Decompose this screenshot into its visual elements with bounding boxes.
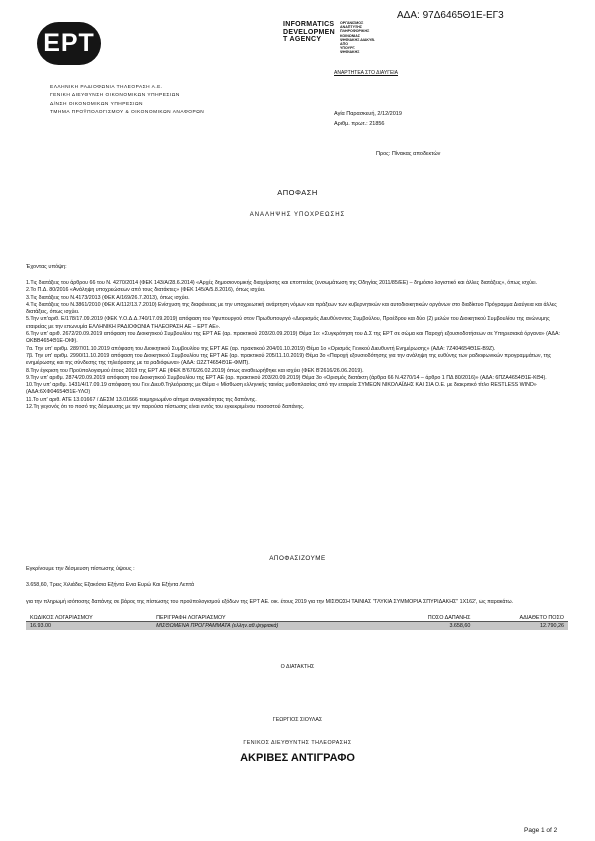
funding-text: για την πληρωμή ισόποσης δαπάνης σε βάρος της πίστωσης του προϋπολογισμού εξόδων της ΕΡΤ ΑΕ. οικ. έτους 2019 για την ΜΙΣΘΩΣΗ ΤΑΙΝΙΑΣ "ΓΛΥΚΙΑ ΣΥΜΜΟΡΙΑ ΣΠΥΡΙΔΑΚΗΣ" 1Χ162', ως παρακάτω. <box>26 599 514 605</box>
col-header-code: ΚΩΔΙΚΟΣ ΛΟΓΑΡΙΑΣΜΟΥ <box>26 614 152 622</box>
agency-small-line: ΨΗΦΙΑΚΗΣ ΔΙΑΚΥΒ. <box>340 37 376 42</box>
org-line: Δ/ΝΣΗ ΟΙΚΟΝΟΜΙΚΩΝ ΥΠΗΡΕΣΙΩΝ <box>50 101 144 107</box>
col-header-remaining: ΑΔΙΑΘΕΤΟ ΠΟΣΟ <box>474 614 568 622</box>
agency-small-line: ΑΠΟ <box>340 42 348 47</box>
consideration-item: 7α. Την υπ' αριθμ. 2897/01.10.2019 απόφαση του Διοικητικού Συμβουλίου της ΕΡΤ ΑΕ (αρ. πρακτικού 204/01.10.2019) Θέμα 1ο «Ορισμός Γενικού Διευθυντή Ενημέρωσης» (ΑΔΑ: 7Ζ404654Θ1Ε-Β9Ζ). <box>26 345 496 352</box>
col-header-amount: ΠΟΣΟ ΔΑΠΑΝΗΣ <box>384 614 474 622</box>
page-number: Page 1 of 2 <box>524 827 558 834</box>
ert-logo: ΕΡΤ <box>37 22 101 65</box>
cell-desc: ΜΙΣΘΩΜΕΝΑ ΠΡΟΓΡΑΜΜΑΤΑ (ελλην.αθ.ψηφιακά) <box>152 622 384 631</box>
agency-small-line: ΟΡΓΑΝΙΣΜΟΣ <box>340 21 364 25</box>
signatory-role: Ο ΔΙΑΤΑΚΤΗΣ <box>280 664 315 670</box>
agency-small-line: ΚΟΙΝΩΝΙΑΣ <box>340 33 361 38</box>
consideration-item: 1.Τις διατάξεις του άρθρου 66 του Ν. 4270/2014 (ΦΕΚ 143/Α/28.6.2014) «Αρχές δημοσιονομικής διαχείρισης και εποπτείας (ενσωμάτωση της Οδηγίας 2011/85/ΕΕ) – δημόσιο λογιστικό και άλλες διατάξεις», όπως ισχύει. <box>26 280 538 286</box>
agency-small-text <box>340 21 375 55</box>
date-protocol-block <box>334 109 402 129</box>
place-date: Αγία Παρασκευή, 2/12/2019 <box>334 111 402 117</box>
posting-note: ΑΝΑΡΤΗΤΕΑ ΣΤΟ ΔΙΑΥΓΕΙΑ <box>334 70 399 76</box>
cell-remaining: 12.790,26 <box>474 622 568 631</box>
consideration-item: 8.Την έγκριση του Προϋπολογισμού έτους 2019 της ΕΡΤ ΑΕ (ΦΕΚ Β'676/26.02.2019) όπως αναθεωρήθηκε και ισχύει (ΦΕΚ Β'2616/26.06.2019). <box>26 367 364 374</box>
organization-block <box>50 84 204 117</box>
agency-line: DEVELOPMEN <box>283 28 336 36</box>
signatory-name: ΓΕΩΡΓΙΟΣ ΣΙΟΥΛΑΣ <box>272 717 323 723</box>
org-line: ΕΛΛΗΝΙΚΗ ΡΑΔΙΟΦΩΝΙΑ ΤΗΛΕΟΡΑΣΗ Α.Ε. <box>50 85 163 90</box>
true-copy-note: ΑΚΡΙΒΕΣ ΑΝΤΙΓΡΑΦΟ <box>240 752 355 764</box>
org-line: ΓΕΝΙΚΗ ΔΙΕΥΘΥΝΣΗ ΟΙΚΟΝΟΜΙΚΩΝ ΥΠΗΡΕΣΙΩΝ <box>50 93 180 99</box>
col-header-desc: ΠΕΡΙΓΡΑΦΗ ΛΟΓΑΡΙΑΣΜΟΥ <box>152 614 384 622</box>
recipients: Προς: Πίνακας αποδεκτών <box>376 151 441 157</box>
consideration-item: 6.Την υπ' αριθ. 2672/20.09.2019 απόφαση του Διοικητικού Συμβουλίου της ΕΡΤ ΑΕ (αρ. πρακτικού 203/20.09.2019) Θέμα 1ο: «Συγκρότηση του Δ.Σ της ΕΡΤ σε σώμα και Παροχή εξουσιοδοτήσεων σε Υπηρεσιακά όργανα» (ΑΔΑ: ΩΚΒΒ4654Θ1Ε-ΟΙΦ). <box>26 331 560 345</box>
consideration-item: 4.Τις διατάξεις του Ν.3861/2010 (ΦΕΚ Α/112/13.7.2010) Ενίσχυση της διαφάνειας με την υποχρεωτική ανάρτηση νόμων και πράξεων των κυβερνητικών και αυτοδιοικητικών οργάνων στο διαδίκτυο Πρόγραμμα Διαύγεια και άλλες διατάξεις, όπως ισχύει. <box>26 301 557 316</box>
agency-logo-text <box>283 21 335 44</box>
cell-amount: 3.658,60 <box>384 622 474 631</box>
cell-code: 16.93.00 <box>26 622 152 631</box>
signatory-title: ΓΕΝΙΚΟΣ ΔΙΕΥΘΥΝΤΗΣ ΤΗΛΕΟΡΑΣΗΣ <box>243 740 352 746</box>
consideration-item: 12.Τη γεγονός ότι το ποσό της δέσμευσης με την παρούσα πίστωσης είναι εντός του εγκεκριμένου ποσοστού δαπάνης. <box>26 404 305 411</box>
agency-line: INFORMATICS <box>283 21 335 28</box>
consideration-item: 3.Τις διατάξεις του Ν.4173/2013 (ΦΕΚ Α/169/26.7.2013), όπως ισχύει. <box>26 294 190 301</box>
document-title: ΑΠΟΦΑΣΗ <box>277 188 318 197</box>
consideration-item: 2.Το Π.Δ. 80/2016 «Ανάληψη υποχρεώσεων από τους διατάκτες» (ΦΕΚ 145/Α/5.8.2016), όπως ισχύει. <box>26 287 266 294</box>
intro-text: Έχοντας υπόψη: <box>26 264 67 270</box>
protocol-number: Αριθμ. πρωτ.: 21856 <box>334 121 385 127</box>
table-header-row <box>26 614 568 622</box>
consideration-item: 7β. Την υπ' αριθμ. 2990/11.10.2019 απόφαση του Διοικητικού Συμβουλίου της ΕΡΤ ΑΕ (αρ. πρακτικού 205/11.10.2019) Θέμα 3ο «Παροχή εξουσιοδότησης για την ανάληψη της ευθύνης των ραδιοφωνικών προγραμμάτων, της ενημέρωσης και της σύνδεσης της τηλεόρασης με τα ραδιόφωνα» (ΑΔΑ: Ω2ΖΤ4654Θ1Ε-ΦΜΠ). <box>26 352 552 367</box>
table-row <box>26 622 568 631</box>
consideration-item: 10.Την υπ' αριθμ. 1431/4/17.09.19 απόφαση του Γεν.Διευθ.Τηλεόρασης με Θέμα « Μίσθωση ελληνικής ταινίας μυθοπλασίας από την εταιρεία ΣΥΜΕΩΝ ΝΙΚΟΛΑΪΔΗΣ ΚΑΙ ΣΙΑ Ο.Ε. με διακριτικό τίτλο RESTLESS WIND» (ΑΔΑ:6ΧΦ04654Θ1Ε-ΥΛΟ) <box>26 382 537 396</box>
document-subtitle: ΑΝΑΛΗΨΗΣ ΥΠΟΧΡΕΩΣΗΣ <box>249 212 346 218</box>
ada-code: ΑΔΑ: 97Δ6465Θ1Ε-ΕΓ3 <box>397 10 504 21</box>
considerations-list <box>26 280 566 411</box>
consideration-item: 5.Την υπ'αριθ. Ε/178/17.09.2019 (ΦΕΚ Υ.Ο.Δ.Δ.740/17.09.2019) απόφαση του Υφυπουργού στον Πρωθυπουργό «Διορισμός Διευθύνοντος Συμβούλου, Προέδρου και δύο (2) μελών του Διοικητικού Συμβουλίου της ανώνυμης εταιρείας με την επωνυμία ΕΛΛΗΝΙΚΗ ΡΑΔΙΟΦΩΝΙΑ ΤΗΛΕΟΡΑΣΗ ΑΕ – ΕΡΤ ΑΕ». <box>26 316 550 330</box>
agency-small-line: ΥΠΟΥΡΓ. <box>340 46 356 51</box>
budget-table <box>26 614 568 630</box>
decision-text: Εγκρίνουμε την δέσμευση πίστωσης ύψους : <box>26 566 135 572</box>
agency-small-line: ΠΛΗΡΟΦΟΡΙΚΗΣ <box>340 29 370 34</box>
consideration-item: 11.Το υπ' αριθ. ΑΤΕ 13.01667 / ΔΕΣΜ 13.01666 τεκμηριωμένο αίτημα αναγκαιότητας της δαπάνης. <box>26 396 257 403</box>
decision-heading: ΑΠΟΦΑΣΙΖΟΥΜΕ <box>269 555 326 562</box>
amount-text: 3.658,60, Τρεις Χιλιάδες Εξακόσια Εξήντα Ενια Ευρώ Και Εξήντα Λεπτά <box>26 582 195 588</box>
agency-line: T AGENCY <box>283 36 322 43</box>
consideration-item: 9.Την υπ' αριθμ. 2874/20.09.2019 απόφαση του Διοικητικού Συμβουλίου της ΕΡΤ ΑΕ (αρ. πρακτικού 203/20.09.2019) Θέμα 3ο «Ορισμός διατάκτη (άρθρα 66 Ν.4270/14 – άρθρο 1 ΠΔ 80/2016)» (ΑΔΑ: 6ΠΖΑ4654Θ1Ε-ΚΘ4). <box>26 374 547 381</box>
agency-small-line: ΨΗΦΙΑΚΗΣ <box>340 50 360 55</box>
org-line: ΤΜΗΜΑ ΠΡΟΫΠΟΛΟΓΙΣΜΟΥ & ΟΙΚΟΝΟΜΙΚΩΝ ΑΝΑΦΟΡΩΝ <box>50 109 205 115</box>
agency-small-line: ΑΝΑΠΤΥΞΗΣ <box>340 25 363 30</box>
